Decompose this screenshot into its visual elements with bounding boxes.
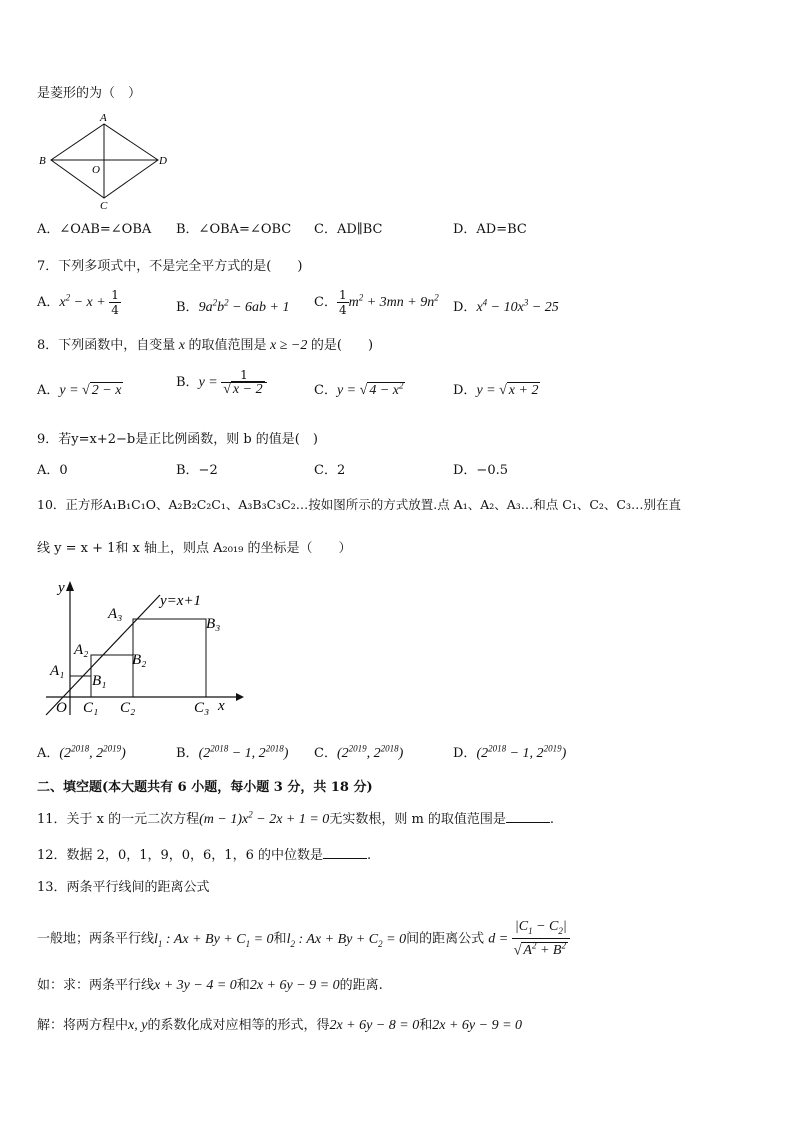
label-D: D xyxy=(159,155,167,167)
label-O: O xyxy=(92,164,100,176)
q9-stem: 9．若y=x+2−b是正比例函数，则 b 的值是( ) xyxy=(37,432,318,447)
label-B: B xyxy=(39,155,46,167)
q9-option-d[interactable]: D．−0.5 xyxy=(453,463,508,478)
q7-option-a[interactable]: A．$x^2 - x$ + $\frac{1}{4}$ xyxy=(37,288,119,317)
q10-option-d[interactable]: D．($2^{2018} - 1$, $2^{2019}$) xyxy=(453,743,567,761)
C3-label: C₃ xyxy=(194,700,210,716)
x-axis-label: x xyxy=(218,698,225,714)
q7-option-b[interactable]: B．$9a^2b^2 - 6ab + 1$ xyxy=(176,297,290,315)
label-A: A xyxy=(100,112,107,124)
option-label: A． xyxy=(37,295,60,310)
B1-label: B₁ xyxy=(92,673,107,689)
squares-figure xyxy=(38,575,248,720)
q12: 12．数据 2，0，1，9，0，6，1，6 的中位数是 . xyxy=(37,848,372,863)
answer-blank[interactable] xyxy=(323,846,367,859)
q9-option-b[interactable]: B．−2 xyxy=(176,463,218,478)
q8-option-d[interactable]: D．y = √ x + 2 xyxy=(453,383,539,398)
C1-label: C₁ xyxy=(83,700,99,716)
rhombus-figure xyxy=(34,110,174,210)
q9-option-c[interactable]: C．2 xyxy=(314,463,346,478)
q9-option-a[interactable]: A．0 xyxy=(37,463,68,478)
q7-option-c[interactable]: C． $\frac{1}{4}$ $m^2 + 3mn + 9n^2$ xyxy=(314,288,439,317)
q7-option-d[interactable]: D．$x^4 - 10x^3 - 25$ xyxy=(453,297,559,315)
q13-general: 一般地；两条平行线$l_1$ : $Ax + By + C_1 = 0$和$l_2$ : $Ax + By + C_2 = 0$间的距离公式 d = $\frac{|C_1 - C_2|}{√ A^2 + B^2}$ xyxy=(37,920,570,958)
q8-option-a[interactable]: A．y = √ 2 − x xyxy=(37,383,122,398)
q13-title: 13．两条平行线间的距离公式 xyxy=(37,880,210,895)
label-C: C xyxy=(100,200,108,210)
answer-blank[interactable] xyxy=(506,810,550,823)
q8-stem: 8．下列函数中，自变量 x 的取值范围是 x ≥ −2 的是( ) xyxy=(37,338,374,353)
q6-option-d[interactable]: D．AD=BC xyxy=(453,222,527,237)
q10-option-b[interactable]: B．($2^{2018} - 1$, $2^{2018}$) xyxy=(176,743,289,761)
option-label: C． xyxy=(314,295,337,310)
y-axis-label: y xyxy=(58,580,65,596)
q11: 11．关于 x 的一元二次方程$(m - 1)x^2 - 2x + 1 = 0$无实数根，则 m 的取值范围是 . xyxy=(37,809,555,827)
q6-option-c[interactable]: C．AD∥BC xyxy=(314,222,383,237)
A3-label: A₃ xyxy=(108,606,123,622)
C2-label: C₂ xyxy=(120,700,136,716)
A2-label: A₂ xyxy=(74,642,89,658)
A1-label: A₁ xyxy=(50,663,65,679)
origin-label: O xyxy=(56,700,67,716)
q6-stem: 是菱形的为（ ） xyxy=(37,86,142,101)
q10-option-a[interactable]: A．($2^{2018}$, $2^{2019}$) xyxy=(37,743,126,761)
q13-solution: 解：将两方程中x, y的系数化成对应相等的形式，得2x + 6y − 8 = 0和2x + 6y − 9 = 0 xyxy=(37,1018,523,1033)
q10-option-c[interactable]: C．($2^{2019}$, $2^{2018}$) xyxy=(314,743,404,761)
section2-heading: 二、填空题(本大题共有 6 小题，每小题 3 分，共 18 分) xyxy=(37,780,373,795)
q6-option-b[interactable]: B．∠OBA=∠OBC xyxy=(176,222,292,237)
q10-line1: 10．正方形A₁B₁C₁O、A₂B₂C₂C₁、A₃B₃C₃C₂…按如图所示的方式放置.点 A₁、A₂、A₃…和点 C₁、C₂、C₃…别在直 xyxy=(37,497,681,512)
q6-option-a[interactable]: A．∠OAB=∠OBA xyxy=(37,222,152,237)
q8-option-b[interactable]: B．y = $\frac{1}{√ x - 2}$ xyxy=(176,368,267,397)
q7-stem: 7．下列多项式中，不是完全平方式的是( ) xyxy=(37,259,303,274)
B2-label: B₂ xyxy=(132,652,147,668)
option-label: B． xyxy=(176,300,199,315)
B3-label: B₃ xyxy=(206,616,221,632)
q8-option-c[interactable]: C．y = √ $4 - x^2$ xyxy=(314,380,404,398)
line-label: y=x+1 xyxy=(160,593,202,609)
q10-line2: 线 y = x + 1和 x 轴上，则点 A₂₀₁₉ 的坐标是（ ） xyxy=(37,541,352,556)
option-label: D． xyxy=(453,300,477,315)
q13-example: 如：求：两条平行线x + 3y − 4 = 0和2x + 6y − 9 = 0的距离. xyxy=(37,978,383,993)
